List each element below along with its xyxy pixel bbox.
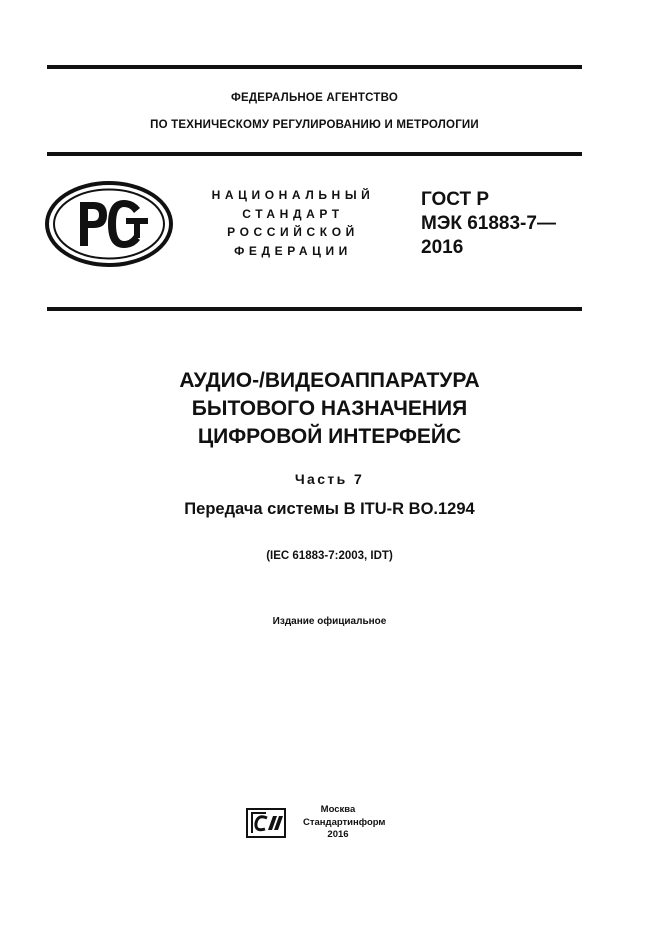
national-line: РОССИЙСКОЙ <box>227 225 359 239</box>
national-line: СТАНДАРТ <box>242 206 344 221</box>
edition-label: Издание официальное <box>272 616 387 627</box>
gost-line: ГОСТ Р <box>421 189 490 210</box>
national-standard-label <box>198 186 388 260</box>
national-line: НАЦИОНАЛЬНЫЙ <box>211 188 375 202</box>
publisher-city: Москва <box>320 804 356 815</box>
publisher-name: Стандартинформ <box>303 816 386 828</box>
gost-line: МЭК 61883-7— <box>421 213 556 234</box>
standartinform-logo-icon <box>246 808 286 838</box>
header-rule <box>47 152 582 156</box>
document-subtitle: Передача системы B ITU-R BO.1294 <box>184 500 475 518</box>
agency-line-2: ПО ТЕХНИЧЕСКОМУ РЕГУЛИРОВАНИЮ И МЕТРОЛОГИИ <box>150 119 479 131</box>
gost-line: 2016 <box>421 237 464 258</box>
publisher-block <box>303 804 386 842</box>
standard-rule <box>47 307 582 311</box>
national-line: ФЕДЕРАЦИИ <box>234 243 352 258</box>
part-label: Часть 7 <box>294 471 365 487</box>
publisher-year: 2016 <box>327 829 349 840</box>
agency-line-1: ФЕДЕРАЛЬНОЕ АГЕНТСТВО <box>231 92 398 104</box>
title-line: БЫТОВОГО НАЗНАЧЕНИЯ <box>191 397 468 420</box>
standard-designation <box>421 188 556 260</box>
title-line: ЦИФРОВОЙ ИНТЕРФЕЙС <box>197 425 462 448</box>
top-rule <box>47 65 582 69</box>
iec-reference: (IEC 61883-7:2003, IDT) <box>266 550 393 562</box>
document-title <box>47 367 612 451</box>
title-line: АУДИО-/ВИДЕОАППАРАТУРА <box>179 369 480 392</box>
rst-certification-logo-icon <box>44 180 174 268</box>
